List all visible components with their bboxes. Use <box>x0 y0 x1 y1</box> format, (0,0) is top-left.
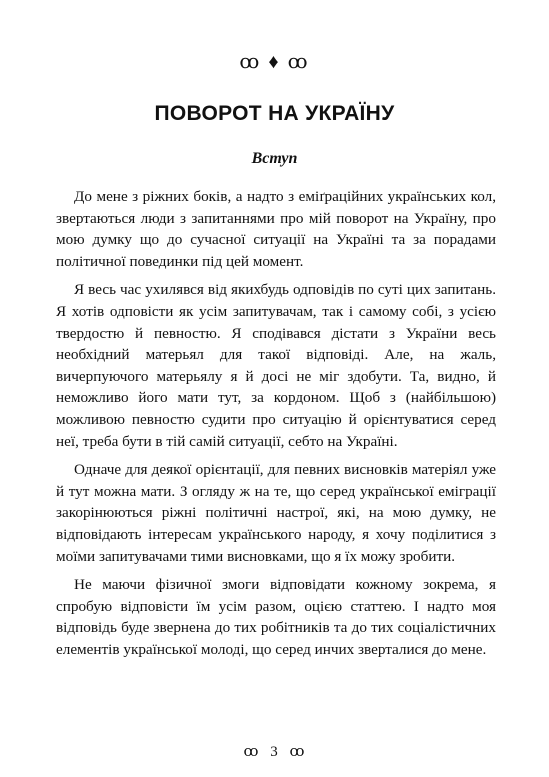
page-number: 3 <box>270 744 279 760</box>
paragraph-1: До мене з ріжних боків, а надто з еміґраційних українських кол, звертаються люди з запитаннями про мій поворот на Україну, про мою думку що до сучасної ситуації на Україні та за порадами політичної повединки під цей момент. <box>56 188 496 270</box>
paragraph-3: Одначе для деякої орієнтації, для певних висновків матеріял уже й тут можна мати. З огляду ж на те, що серед української еміграції закорінюються ріжні політичні настрої, які, на мою думку, не відповідають інтересам українського народу, я хочу поділитися з моїми запитувачами тими висновками, що я їх можу зробити. <box>56 461 496 565</box>
body-text <box>56 186 496 667</box>
footer-left-ornament: ꝏ <box>243 744 260 760</box>
top-ornament: ꝏ ♦ ꝏ <box>239 51 310 73</box>
page-footer <box>0 742 549 762</box>
section-subtitle: Вступ <box>251 150 298 167</box>
chapter-title: ПОВОРОТ НА УКРАЇНУ <box>154 102 395 125</box>
paragraph-2: Я весь час ухилявся від якихбудь одповідів по суті цих запитань. Я хотів одповісти як усім запитувачам, так і самому собі, з усією твердостю й певностю. Я сподівався дістати з України весь необхідний матерьял для такої відповіді. Але, на жаль, вичерпуючого матерьялу я й досі не міг здобути. Та, видно, й неможливо його мати тут, за кордоном. Щоб з (найбільшою) можливою певностю судити про ситуацію й орієнтуватися серед неї, треба бути в тій самій ситуації, себто на Україні. <box>56 281 496 450</box>
paragraph-4: Не маючи фізичної змоги відповідати кожному зокрема, я спробую відповісти їм усім разом, оцією статтею. І надто моя відповідь буде звернена до тих робітників та до тих соціалістичних елементів української молоді, що серед инчих зверталися до мене. <box>56 576 496 658</box>
footer-right-ornament: ꝏ <box>289 744 306 760</box>
